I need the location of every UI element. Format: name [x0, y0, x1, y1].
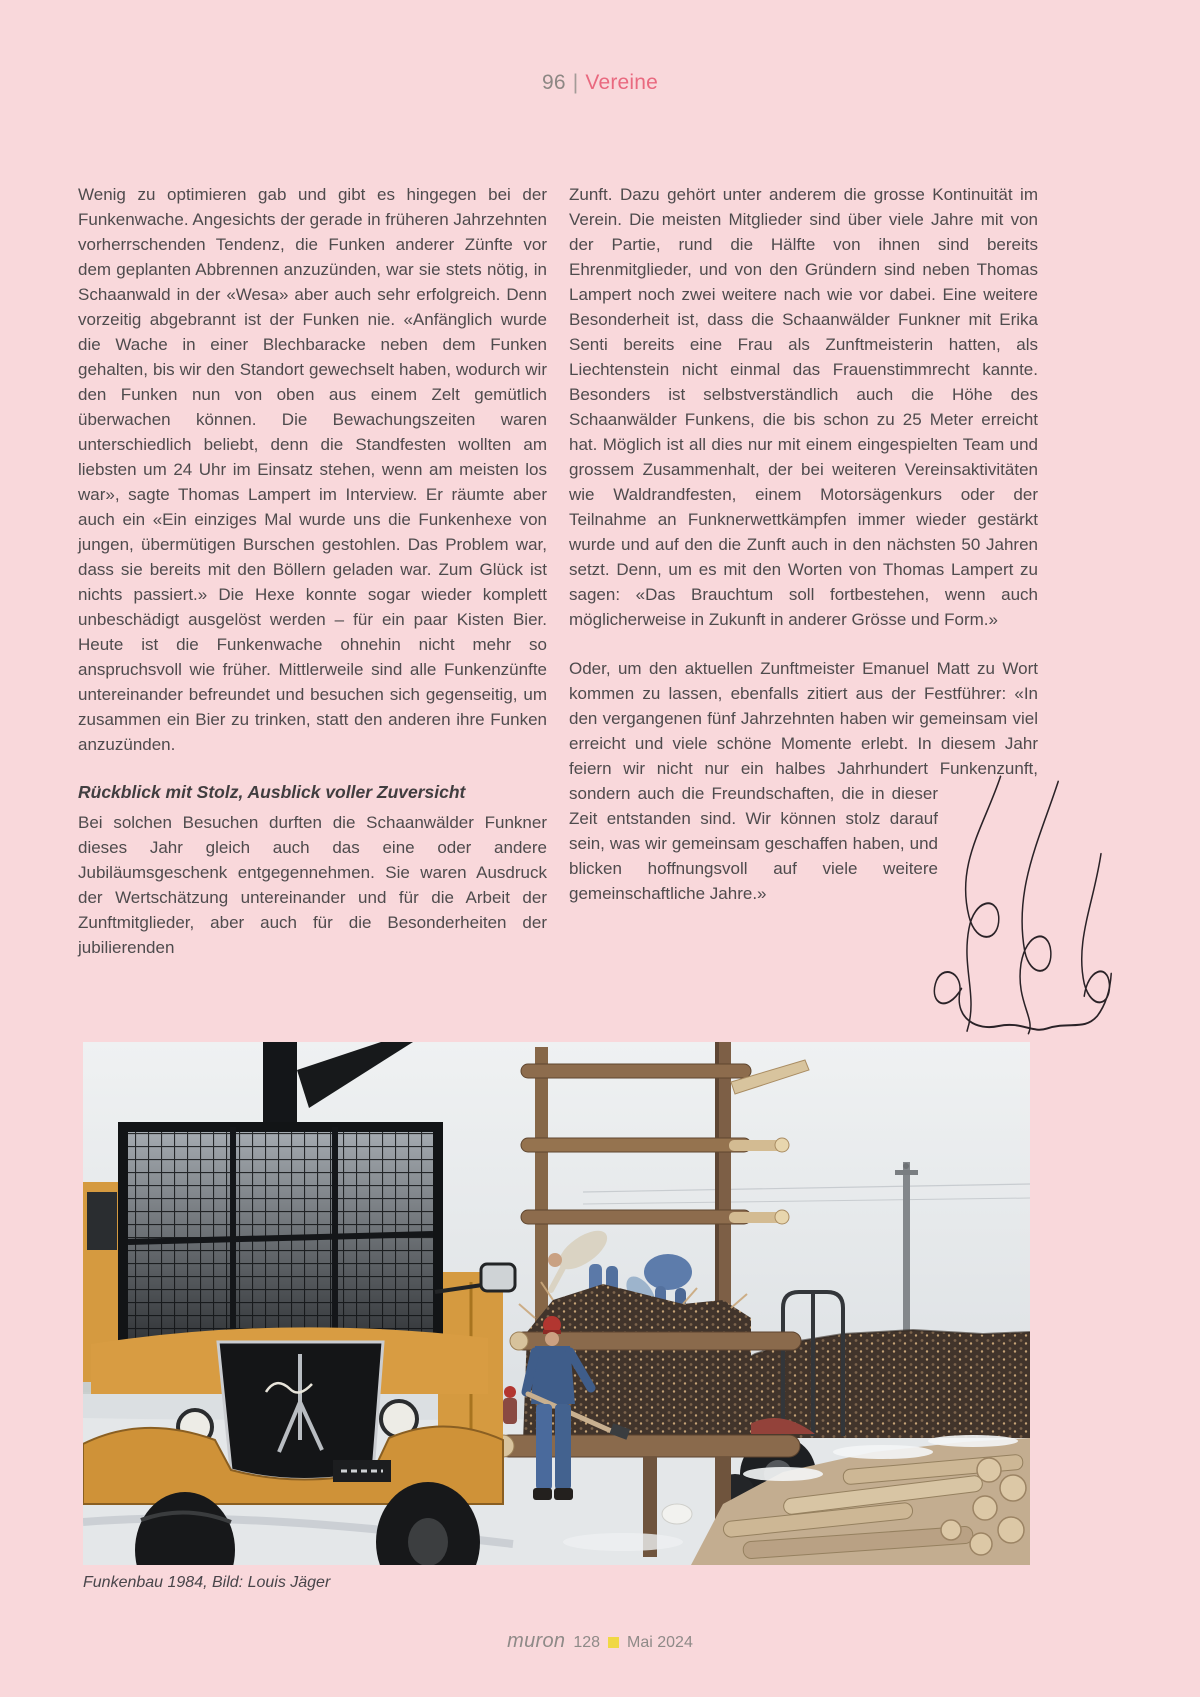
article-photo: [83, 1042, 1030, 1565]
paragraph: Oder, um den aktuellen Zunftmeister Emanuel Matt zu Wort kommen zu lassen, ebenfalls zitiert aus der Festführer: «In den vergangenen fünf Jahrzehnten haben wir gemeinsam viel erreicht und viele schöne Momente erlebt. In diesem Jahr feiern wir nicht nur ein halbes Jahrhundert Funkenzunft, sondern auch die Freundschaften, die in dieser Zeit entstanden sind. Wir können stolz darauf sein, was wir gemeinsam geschaffen haben, und blicken hoffnungsvoll auf viele weitere gemeinschaftliche Jahre.»: [569, 659, 1038, 903]
column-right: [569, 182, 1038, 960]
photo-canvas: [83, 1042, 1030, 1565]
issue-date: Mai 2024: [627, 1634, 693, 1651]
paragraph: Zunft. Dazu gehört unter anderem die grosse Kontinuität im Verein. Die meisten Mitglieder sind über viele Jahre mit von der Partie, rund die Hälfte von ihnen sind bereits Ehrenmitglieder, und von den Gründern sind neben Thomas Lampert noch zwei weitere nach wie vor dabei. Eine weitere Besonderheit ist, dass die Schaanwälder Funkner mit Erika Senti bereits eine Frau als Zunftmeisterin hatten, als Liechtenstein nicht einmal das Frauenstimmrecht kannte. Besonders ist selbstverständlich auch die Höhe des Schaanwälder Funkens, die bis schon zu 25 Meter erreicht hat. Möglich ist all dies nur mit einem eingespielten Team und grossem Zusammenhalt, der bei weiteren Vereinsaktivitäten wie Waldrandfesten, einem Motorsägenkurs oder der Teilnahme an Funknerwettkämpfen immer wieder gestärkt wurde und auf den die Zunft auch in den nächsten 50 Jahren setzt. Denn, um es mit den Worten von Thomas Lampert zu sagen: «Das Brauchtum soll fortbestehen, wenn auch möglicherweise in Zukunft in anderer Grösse und Form.»: [569, 185, 1038, 629]
paragraph: Bei solchen Besuchen durften die Schaanwälder Funkner dieses Jahr gleich auch das eine oder andere Jubiläumsgeschenk entgegennehmen. Sie waren Ausdruck der Wertschätzung untereinander und für die Arbeit der Zunftmitglieder, aber auch für die Besonderheiten der jubilierenden: [78, 813, 547, 957]
section-title: Vereine: [585, 71, 659, 94]
article-columns: [78, 182, 1038, 960]
paragraph-wrap: [569, 656, 1038, 906]
magazine-name: muron: [507, 1630, 566, 1652]
page-header: [0, 71, 1200, 95]
issue-number: 128: [573, 1634, 601, 1651]
photo-caption: Funkenbau 1984, Bild: Louis Jäger: [83, 1574, 331, 1591]
paragraph: Wenig zu optimieren gab und gibt es hingegen bei der Funkenwache. Angesichts der gerade in früheren Jahrzehnten vorherrschenden Tendenz, die Funken anderer Zünfte vor dem geplanten Abbrennen anzuzünden, war sie stets nötig, in Schaanwald in der «Wesa» aber auch sehr erfolgreich. Denn vorzeitig abgebrannt ist der Funken nie. «Anfänglich wurde die Wache in einer Blechbaracke neben dem Funken gehalten, bis wir den Standort gewechselt haben, wodurch wir den Funken nun von oben aus einem Zelt gemütlich überwachen können. Die Bewachungszeiten waren unterschiedlich beliebt, denn die Standfesten wollten am liebsten um 24 Uhr im Einsatz stehen, wenn am meisten los war», sagte Thomas Lampert im Interview. Er räumte aber auch ein «Ein einziges Mal wurde uns die Funkenhexe von jungen, übermütigen Burschen gestohlen. Das Problem war, dass sie bereits mit den Böllern geladen war. Zum Glück ist nichts passiert.» Die Hexe konnte sogar wieder komplett unbeschädigt ausgelöst werden – für ein paar Kisten Bier. Heute ist die Funkenwache ohnehin nicht mehr so anspruchsvoll wie früher. Mittlerweile sind alle Funkenzünfte untereinander befreundet und besuchen sich gegenseitig, um zusammen ein Bier zu trinken, statt den anderen ihre Funken anzuzünden.: [78, 185, 547, 754]
article-subheading: Rückblick mit Stolz, Ausblick voller Zuversicht: [78, 782, 466, 802]
header-divider: |: [572, 71, 579, 94]
footer-square-icon: [608, 1637, 619, 1648]
page-number: 96: [541, 71, 566, 94]
page-footer: [0, 1630, 1200, 1653]
column-left: [78, 182, 547, 960]
